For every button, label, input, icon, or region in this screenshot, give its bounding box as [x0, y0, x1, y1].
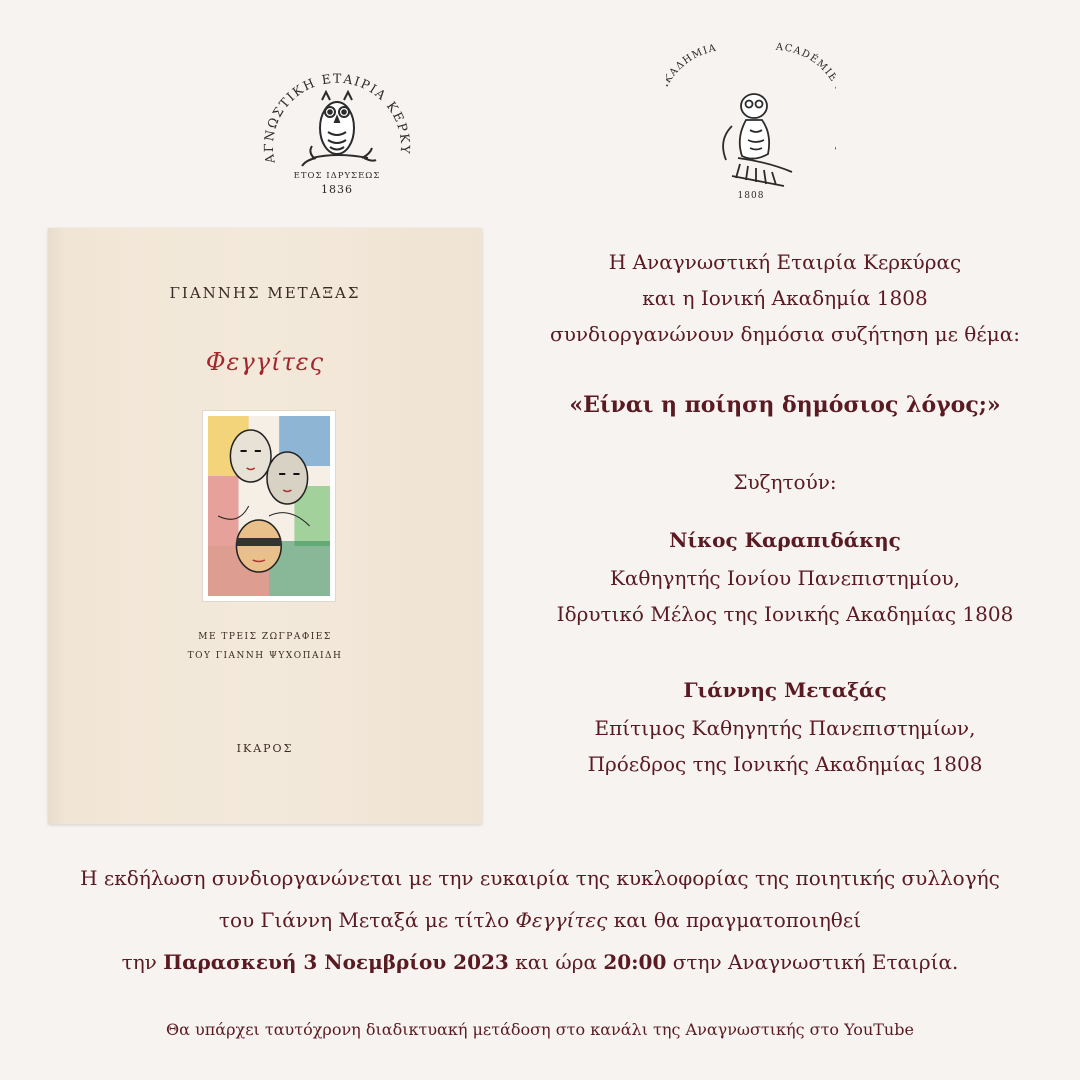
footer-line-2-a: του Γιάννη Μεταξά με τίτλο	[218, 908, 516, 932]
footer-line-3	[0, 950, 1080, 974]
ioniki-akadimia-logo	[666, 40, 836, 210]
right-logo-ring-text-left: ΑΔΗΜΙΑ	[667, 42, 718, 79]
footer-line-3-c: στην Αναγνωστική Εταιρία.	[666, 950, 959, 974]
discussion-topic: «Είναι η ποίηση δημόσιος λόγος;»	[569, 392, 1001, 418]
speaker-1-role-1: Καθηγητής Ιονίου Πανεπιστημίου,	[609, 566, 961, 590]
speakers-label: Συζητούν:	[733, 470, 837, 494]
intro-line-2: και η Ιονική Ακαδημία 1808	[642, 286, 928, 310]
svg-text:ACADÉMIE IONIENNE	[774, 42, 836, 154]
book-subtitle	[48, 628, 482, 666]
event-time: 20:00	[603, 950, 667, 974]
intro-line-3: συνδιοργανώνουν δημόσια συζήτηση με θέμα:	[550, 322, 1020, 346]
book-subtitle-line2: ΤΟΥ ΓΙΑΝΝΗ ΨΥΧΟΠΑΙΔΗ	[187, 651, 343, 661]
book-author: ΓΙΑΝΝΗΣ ΜΕΤΑΞΑΣ	[169, 284, 361, 302]
intro-line-1: Η Αναγνωστική Εταιρία Κερκύρας	[608, 250, 962, 274]
footer-line-3-a: την	[121, 950, 164, 974]
left-logo-caption: ΕΤΟΣ ΙΔΡΥΣΕΩΣ	[293, 171, 381, 181]
book-publisher: ΙΚΑΡΟΣ	[236, 742, 294, 755]
youtube-stream-note: Θα υπάρχει ταυτόχρονη διαδικτυακή μετάδοση στο κανάλι της Αναγνωστικής στο YouTube	[166, 1020, 914, 1039]
speaker-1-role-2: Ιδρυτικό Μέλος της Ιονικής Ακαδημίας 1808	[556, 602, 1014, 626]
cover-painting	[202, 410, 336, 602]
owl-on-lyre-icon	[723, 94, 792, 186]
footer-line-1: Η εκδήλωση συνδιοργανώνεται με την ευκαιρία της κυκλοφορίας της ποιητικής συλλογής	[80, 866, 1000, 890]
footer-line-3-b: και ώρα	[508, 950, 604, 974]
speaker-2-role-2: Πρόεδρος της Ιονικής Ακαδημίας 1808	[587, 752, 983, 776]
speaker-2-name: Γιάννης Μεταξάς	[683, 678, 887, 702]
left-logo-year: 1836	[321, 183, 353, 196]
anagnostiki-etairia-logo	[252, 40, 422, 210]
footer-line-2-b: και θα πραγματοποιηθεί	[607, 908, 862, 932]
footer-line-2	[0, 908, 1080, 932]
speaker-2-role-1: Επίτιμος Καθηγητής Πανεπιστημίων,	[594, 716, 976, 740]
footer-book-title: Φεγγίτες	[515, 908, 608, 932]
book-title: Φεγγίτες	[205, 348, 325, 376]
event-date: Παρασκευή 3 Νοεμβρίου 2023	[163, 950, 509, 974]
book-subtitle-line1: ΜΕ ΤΡΕΙΣ ΖΩΓΡΑΦΙΕΣ	[198, 632, 332, 642]
left-logo-ring-text: ΑΓΝΩΣΤΙΚΗ ΕΤΑΙΡΙΑ ΚΕΡΚΥ	[260, 70, 414, 165]
right-logo-ring-text-right: ACADÉMI	[775, 41, 834, 78]
svg-text:ΙΟΝΙΚΗ ΑΚΑΔΗΜΙΑ	[666, 43, 718, 145]
speaker-1-name: Νίκος Καραπιδάκης	[669, 528, 901, 552]
owl-icon	[302, 92, 376, 166]
book-cover	[48, 228, 482, 824]
right-logo-year: 1808	[737, 191, 765, 201]
